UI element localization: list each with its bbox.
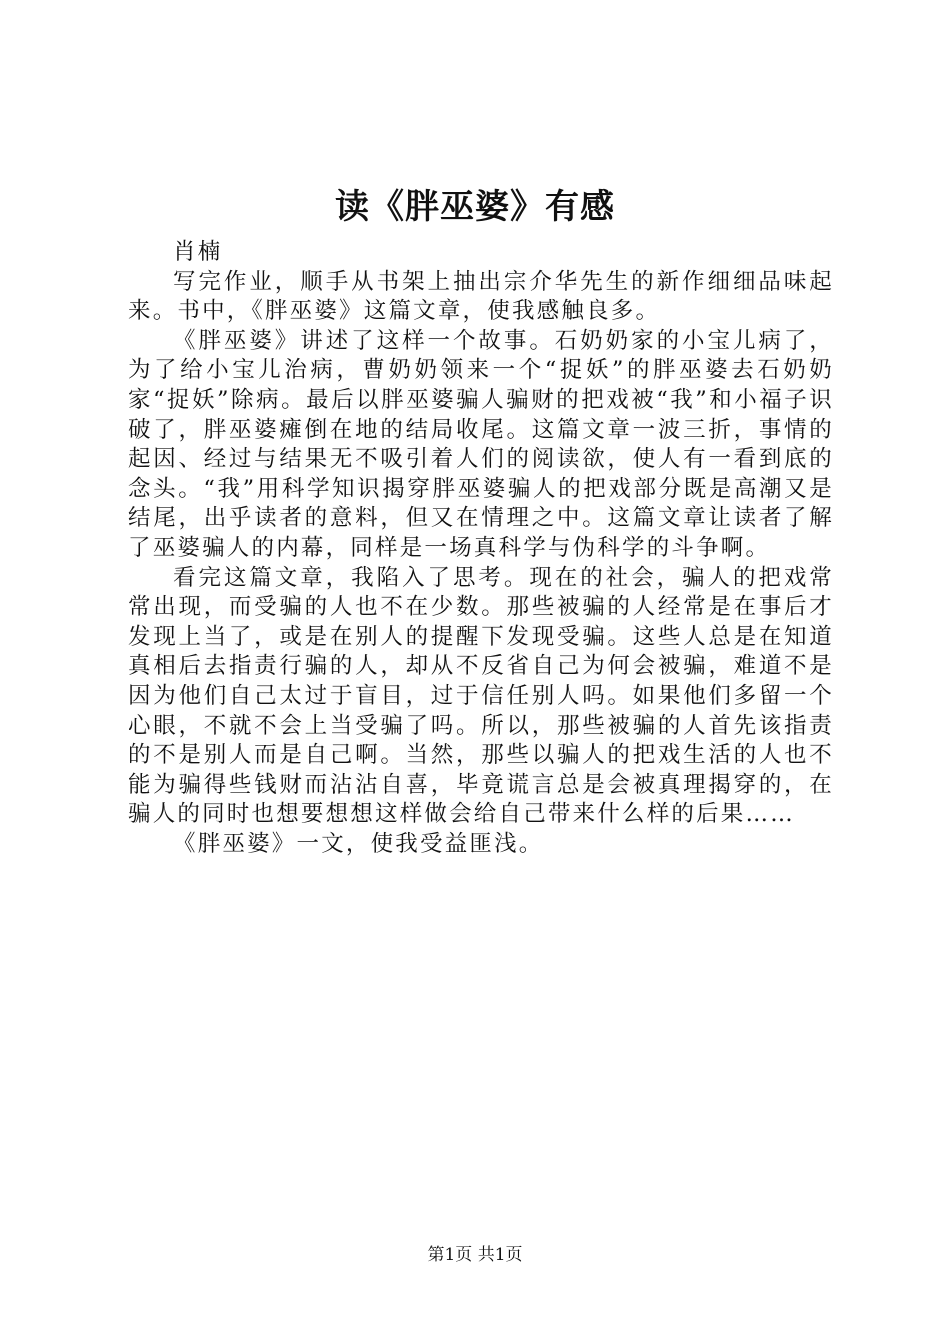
document-body [128, 238, 834, 859]
paragraph-4: 《胖巫婆》一文，使我受益匪浅。 [173, 830, 544, 857]
document-title: 读《胖巫婆》有感 [335, 187, 615, 227]
paragraph-3: 看完这篇文章，我陷入了思考。现在的社会，骗人的把戏常常出现，而受骗的人也不在少数。那些被骗的人经常是在事后才发现上当了，或是在别人的提醒下发现受骗。这些人总是在知道真相后去指责行骗的人，却从不反省自己为何会被骗，难道不是因为他们自己太过于盲目，过于信任别人吗。如果他们多留一个心眼，不就不会上当受骗了吗。所以，那些被骗的人首先该指责的不是别人而是自己啊。当然，那些以骗人的把戏生活的人也不能为骗得些钱财而沾沾自喜，毕竟谎言总是会被真理揭穿的，在骗人的同时也想要想想这样做会给自己带来什么样的后果…… [128, 564, 834, 828]
author-name: 肖楠 [173, 239, 223, 265]
paragraph-2: 《胖巫婆》讲述了这样一个故事。石奶奶家的小宝儿病了，为了给小宝儿治病，曹奶奶领来一个“捉妖”的胖巫婆去石奶奶家“捉妖”除病。最后以胖巫婆骗人骗财的把戏被“我”和小福子识破了，胖巫婆瘫倒在地的结局收尾。这篇文章一波三折，事情的起因、经过与结果无不吸引着人们的阅读欲，使人有一看到底的念头。“我”用科学知识揭穿胖巫婆骗人的把戏部分既是高潮又是结尾，出乎读者的意料，但又在情理之中。这篇文章让读者了解了巫婆骗人的内幕，同样是一场真科学与伪科学的斗争啊。 [128, 327, 834, 561]
page-footer: 第1页 共1页 [427, 1245, 523, 1265]
paragraph-1: 写完作业，顺手从书架上抽出宗介华先生的新作细细品味起来。书中，《胖巫婆》这篇文章，使我感触良多。 [128, 268, 834, 325]
